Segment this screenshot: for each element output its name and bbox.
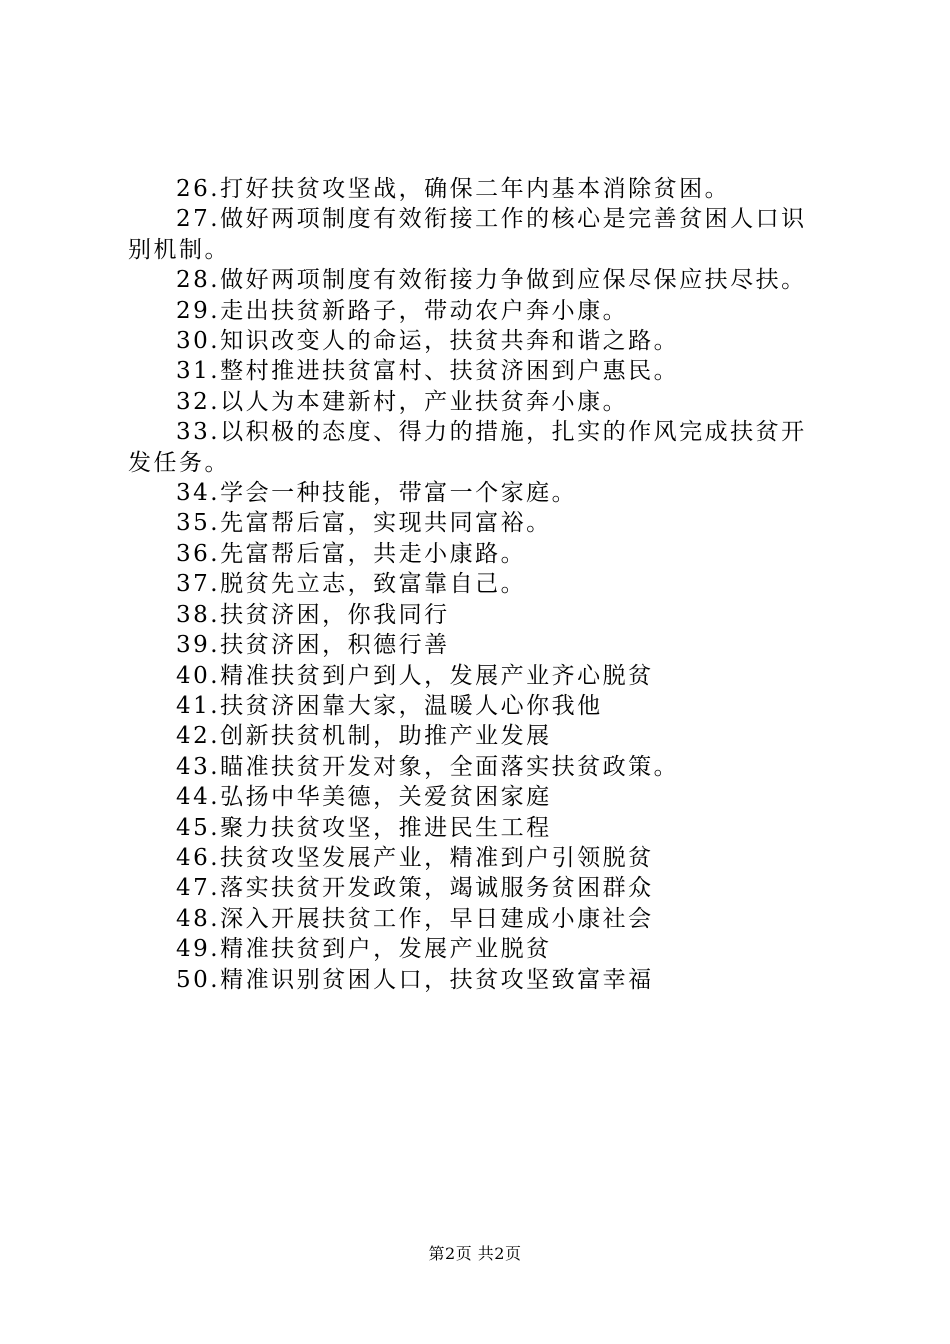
list-item: 27.做好两项制度有效衔接工作的核心是完善贫困人口识别机制。 xyxy=(128,206,807,263)
list-item: 42.创新扶贫机制，助推产业发展 xyxy=(176,723,552,750)
list-item: 40.精准扶贫到户到人，发展产业齐心脱贫 xyxy=(176,662,654,689)
list-item: 44.弘扬中华美德，关爱贫困家庭 xyxy=(176,784,552,811)
page-number-footer: 第2页 共2页 xyxy=(428,1244,522,1263)
slogan-list xyxy=(128,174,828,995)
list-item: 50.精准识别贫困人口，扶贫攻坚致富幸福 xyxy=(176,966,654,993)
list-item: 32.以人为本建新村，产业扶贫奔小康。 xyxy=(176,388,629,415)
list-item: 39.扶贫济困，积德行善 xyxy=(176,632,450,659)
list-item: 30.知识改变人的命运，扶贫共奔和谐之路。 xyxy=(176,328,680,355)
list-item: 48.深入开展扶贫工作，早日建成小康社会 xyxy=(176,905,654,932)
list-item: 34.学会一种技能，带富一个家庭。 xyxy=(176,480,578,507)
list-item: 33.以积极的态度、得力的措施，扎实的作风完成扶贫开发任务。 xyxy=(128,419,807,476)
list-item: 29.走出扶贫新路子，带动农户奔小康。 xyxy=(176,297,629,324)
list-item: 43.瞄准扶贫开发对象，全面落实扶贫政策。 xyxy=(176,753,680,780)
list-item: 35.先富帮后富，实现共同富裕。 xyxy=(176,510,552,537)
list-item: 49.精准扶贫到户，发展产业脱贫 xyxy=(176,936,552,963)
list-item: 31.整村推进扶贫富村、扶贫济困到户惠民。 xyxy=(176,358,680,385)
list-item: 37.脱贫先立志，致富靠自己。 xyxy=(176,571,527,598)
list-item: 28.做好两项制度有效衔接力争做到应保尽保应扶尽扶。 xyxy=(176,267,807,294)
list-item: 36.先富帮后富，共走小康路。 xyxy=(176,540,527,567)
list-item: 41.扶贫济困靠大家，温暖人心你我他 xyxy=(176,692,603,719)
list-item: 38.扶贫济困，你我同行 xyxy=(176,601,450,628)
list-item: 46.扶贫攻坚发展产业，精准到户引领脱贫 xyxy=(176,844,654,871)
list-item: 26.打好扶贫攻坚战，确保二年内基本消除贫困。 xyxy=(176,176,731,202)
list-item: 45.聚力扶贫攻坚，推进民生工程 xyxy=(176,814,552,841)
list-item: 47.落实扶贫开发政策，竭诚服务贫困群众 xyxy=(176,875,654,902)
